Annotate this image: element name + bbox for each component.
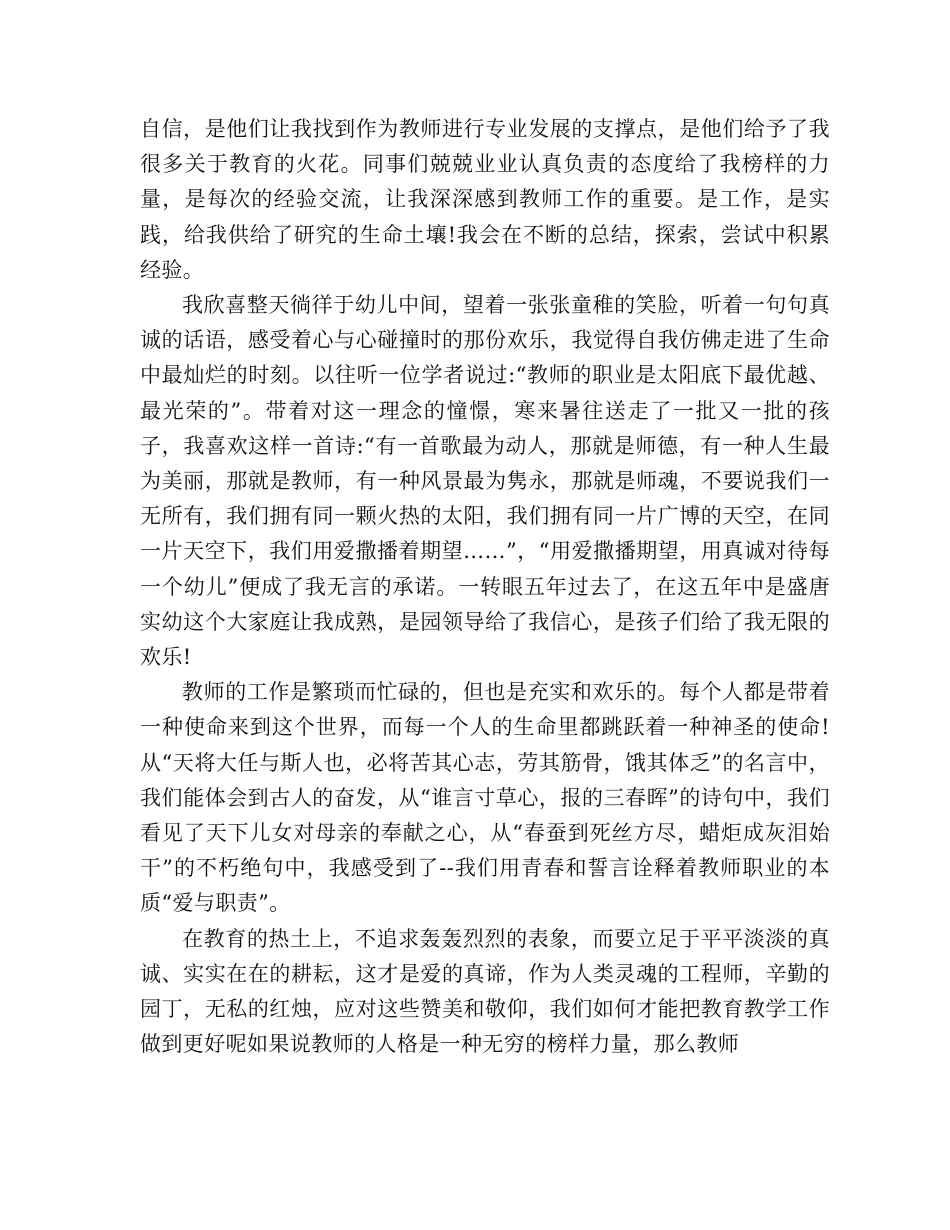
paragraph-4: 在教育的热土上，不追求轰轰烈烈的表象，而要立足于平平淡淡的真诚、实实在在的耕耘，这才是爱的真谛，作为人类灵魂的工程师，辛勤的园丁，无私的红烛，应对这些赞美和敬仰，我们如何才能把教育教学工作做到更好呢如果说教师的人格是一种无穷的榜样力量，那么教师: [140, 926, 830, 1057]
paragraph-1: 自信，是他们让我找到作为教师进行专业发展的支撑点，是他们给予了我很多关于教育的火花。同事们兢兢业业认真负责的态度给了我榜样的力量，是每次的经验交流，让我深深感到教师工作的重要。是工作，是实践，给我供给了研究的生命土壤!我会在不断的总结，探索，尝试中积累经验。: [140, 117, 830, 282]
paragraph-3: 教师的工作是繁琐而忙碌的，但也是充实和欢乐的。每个人都是带着一种使命来到这个世界，而每一个人的生命里都跳跃着一种神圣的使命!从“天将大任与斯人也，必将苦其心志，劳其筋骨，饿其体乏”的名言中，我们能体会到古人的奋发，从“谁言寸草心，报的三春晖”的诗句中，我们看见了天下儿女对母亲的奉献之心，从“春蚕到死丝方尽，蜡炬成灰泪始干”的不朽绝句中，我感受到了--我们用青春和誓言诠释着教师职业的本质“爱与职责”。: [140, 680, 830, 916]
document-body: [140, 112, 830, 1062]
paragraph-2: 我欣喜整天徜徉于幼儿中间，望着一张张童稚的笑脸，听着一句句真诚的话语，感受着心与心碰撞时的那份欢乐，我觉得自我仿佛走进了生命中最灿烂的时刻。以往听一位学者说过:“教师的职业是太阳底下最优越、最光荣的”。带着对这一理念的憧憬，寒来暑往送走了一批又一批的孩子，我喜欢这样一首诗:“有一首歌最为动人，那就是师德，有一种人生最为美丽，那就是教师，有一种风景最为隽永，那就是师魂，不要说我们一无所有，我们拥有同一颗火热的太阳，我们拥有同一片广博的天空，在同一片天空下，我们用爱撒播着期望……”，“用爱撒播期望，用真诚对待每一个幼儿”便成了我无言的承诺。一转眼五年过去了，在这五年中是盛唐实幼这个大家庭让我成熟，是园领导给了我信心，是孩子们给了我无限的欢乐!: [140, 293, 830, 670]
